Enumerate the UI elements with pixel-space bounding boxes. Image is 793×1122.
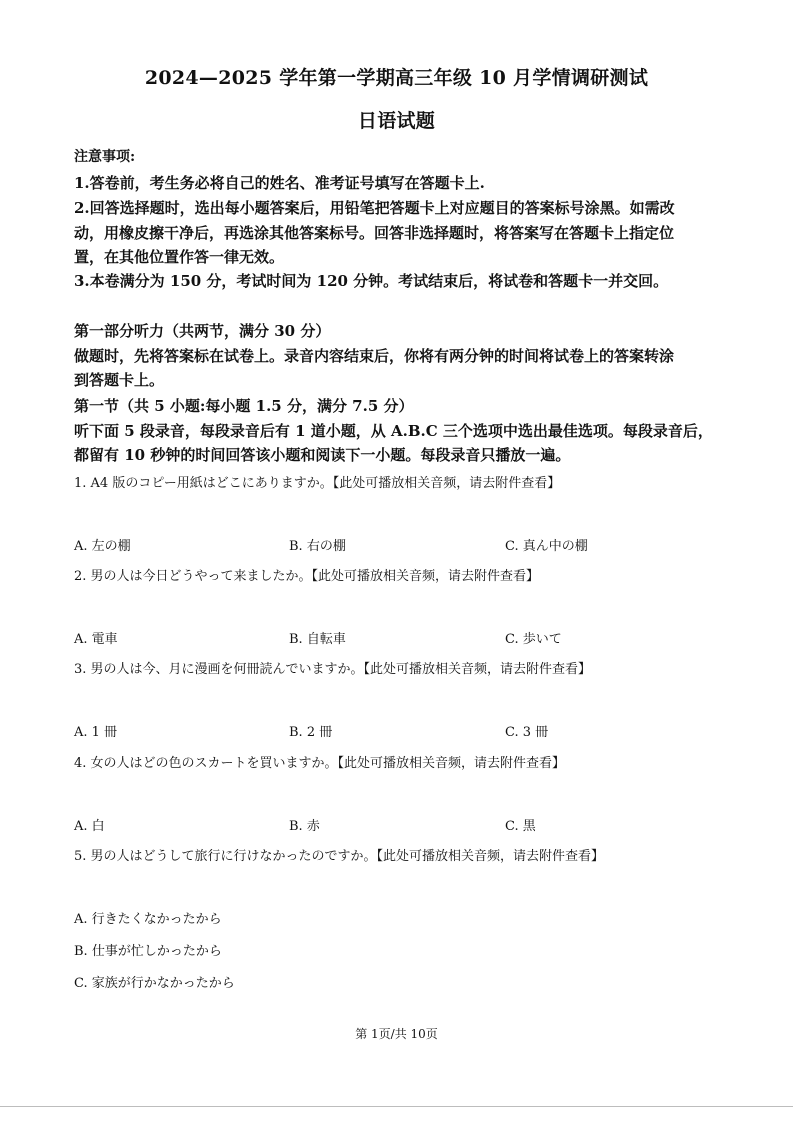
notice-line-5: 3.本卷满分为 150 分，考试时间为 120 分钟。考试结束后，将试卷和答题卡一并交回。 (74, 272, 669, 290)
question-4-option-c: C. 黒 (505, 819, 536, 834)
question-5-option-a: A. 行きたくなかったから (74, 912, 222, 927)
question-5-option-b: B. 仕事が忙しかったから (74, 944, 222, 959)
page-number: 第 1页/共 10页 (355, 1027, 438, 1041)
section1-heading: 第一节（共 5 小题:每小题 1.5 分，满分 7.5 分） (74, 397, 414, 415)
part1-instruction-1: 做题时，先将答案标在试卷上。录音内容结束后，你将有两分钟的时间将试卷上的答案转涂 (74, 347, 675, 365)
notice-line-1: 1.答卷前，考生务必将自己的姓名、准考证号填写在答题卡上. (74, 174, 485, 192)
question-1-text: 1. A4 版のコピー用紙はどこにありますか。【此处可播放相关音频，请去附件查看】 (74, 476, 561, 491)
question-2-text: 2. 男の人は今日どうやって来ましたか。【此处可播放相关音频，请去附件查看】 (74, 569, 540, 584)
question-3-option-a: A. 1 冊 (74, 725, 118, 740)
question-1-option-b: B. 右の棚 (289, 539, 346, 554)
notice-line-2: 2.回答选择题时，选出每小题答案后，用铅笔把答题卡上对应题目的答案标号涂黑。如需改 (74, 199, 675, 217)
part1-heading: 第一部分听力（共两节，满分 30 分） (74, 322, 331, 340)
notice-line-3: 动，用橡皮擦干净后，再选涂其他答案标号。回答非选择题时，将答案写在答题卡上指定位 (74, 224, 675, 242)
question-3-text: 3. 男の人は今、月に漫画を何冊読んでいますか。【此处可播放相关音频，请去附件查看】 (74, 662, 592, 677)
question-3-option-c: C. 3 冊 (505, 725, 549, 740)
question-4-option-b: B. 赤 (289, 819, 320, 834)
question-1-option-a: A. 左の棚 (74, 539, 131, 554)
question-2-option-c: C. 歩いて (505, 632, 562, 647)
question-5-option-c: C. 家族が行かなかったから (74, 976, 235, 991)
question-2-option-a: A. 電車 (74, 632, 118, 647)
section1-line-1: 听下面 5 段录音，每段录音后有 1 道小题，从 A.B.C 三个选项中选出最佳选项。每段录音后， (74, 422, 713, 440)
exam-title: 2024—2025 学年第一学期高三年级 10 月学情调研测试 (144, 67, 649, 89)
question-1-option-c: C. 真ん中の棚 (505, 539, 588, 554)
notice-heading: 注意事项: (74, 149, 136, 165)
part1-instruction-2: 到答题卡上。 (74, 371, 165, 389)
section1-line-2: 都留有 10 秒钟的时间回答该小题和阅读下一小题。每段录音只播放一遍。 (74, 446, 571, 464)
notice-line-4: 置，在其他位置作答一律无效。 (74, 248, 285, 266)
page-bottom-rule (0, 1106, 793, 1107)
question-4-option-a: A. 白 (74, 819, 105, 834)
exam-subtitle: 日语试题 (357, 110, 436, 132)
question-5-text: 5. 男の人はどうして旅行に行けなかったのですか。【此处可播放相关音频，请去附件查看】 (74, 849, 605, 864)
question-2-option-b: B. 自転車 (289, 632, 346, 647)
question-4-text: 4. 女の人はどの色のスカートを買いますか。【此处可播放相关音频，请去附件查看】 (74, 756, 566, 771)
question-3-option-b: B. 2 冊 (289, 725, 333, 740)
